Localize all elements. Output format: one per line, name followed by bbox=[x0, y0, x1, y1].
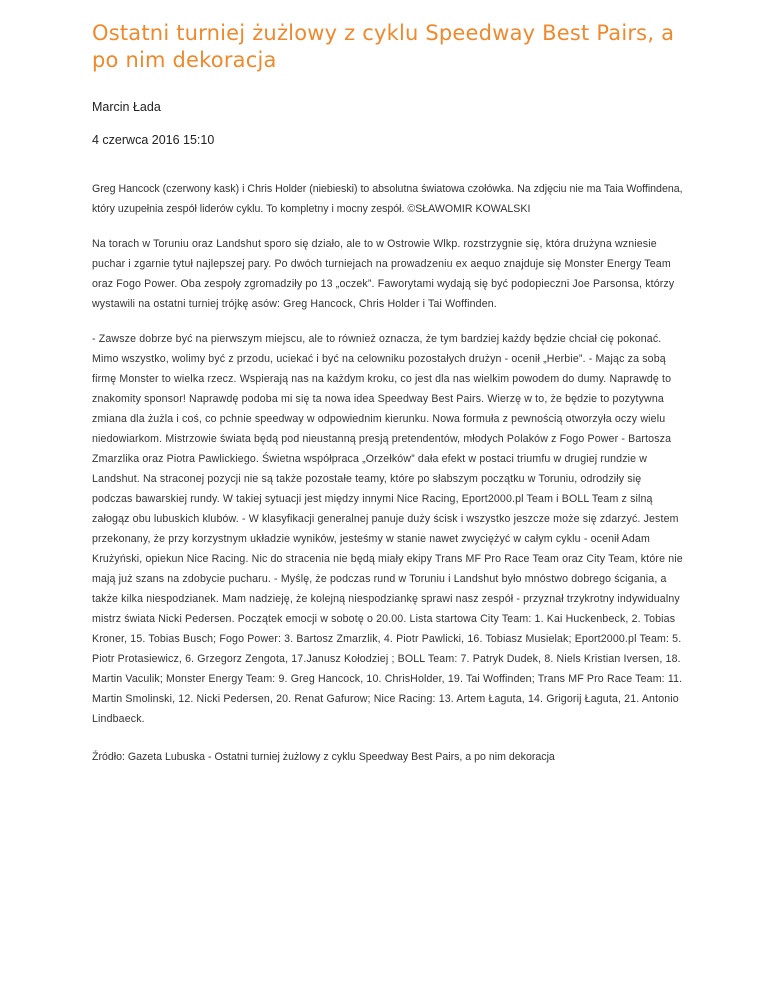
article-paragraph-1: Na torach w Toruniu oraz Landshut sporo się działo, ale to w Ostrowie Wlkp. rozstrzygnie się, która drużyna wzniesie puchar i zgarnie tytuł najlepszej pary. Po dwóch turniejach na prowadzeniu ex aequo znajduje się Monster Energy Team oraz Fogo Power. Oba zespoły zgromadziły po 13 „oczek”. Faworytami wydają się być podopieczni Joe Parsonsa, którzy wystawili na ostatni turniej trójkę asów: Greg Hancock, Chris Holder i Tai Woffinden. bbox=[92, 238, 675, 310]
article-source: Źródło: Gazeta Lubuska - Ostatni turniej żużlowy z cyklu Speedway Best Pairs, a po nim dekoracja bbox=[92, 751, 555, 763]
article-date: 4 czerwca 2016 15:10 bbox=[92, 133, 215, 147]
article bbox=[92, 20, 684, 767]
photo-caption: Greg Hancock (czerwony kask) i Chris Holder (niebieski) to absolutna światowa czołówka. Na zdjęciu nie ma Taia Woffindena, który uzupełnia zespół liderów cyklu. To kompletny i mocny zespół. ©SŁAWOMIR KOWALSKI bbox=[92, 183, 683, 215]
article-paragraph-2: - Zawsze dobrze być na pierwszym miejscu, ale to również oznacza, że tym bardziej każdy będzie chciał cię pokonać. Mimo wszystko, wolimy być z przodu, uciekać i być na celowniku pozostałych drużyn - ocenił „Herbie”. - Mając za sobą firmę Monster to wielka rzecz. Wspierają nas na każdym kroku, co jest dla nas wielkim powodem do dumy. Naprawdę to znakomity sponsor! Naprawdę podoba mi się ta nowa idea Speedway Best Pairs. Wierzę w to, że będzie to pozytywna zmiana dla żużla i coś, co pchnie speedway w odpowiednim kierunku. Nowa formuła z pewnością otworzyła oczy wielu niedowiarkom. Mistrzowie świata będą pod nieustanną presją pretendentów, młodych Polaków z Fogo Power - Bartosza Zmarzlika oraz Piotra Pawlickiego. Świetna współpraca „Orzełków” dała efekt w postaci triumfu w drugiej rundzie w Landshut. Na straconej pozycji nie są także pozostałe teamy, które po słabszym początku w Toruniu, odrodziły się podczas bawarskiej rundy. W takiej sytuacji jest między innymi Nice Racing, Eport2000.pl Team i BOLL Team z silną załogąz obu lubuskich klubów. - W klasyfikacji generalnej panuje duży ścisk i wszystko jeszcze może się zdarzyć. Jestem przekonany, że przy korzystnym układzie wyników, jesteśmy w stanie nawet zwyciężyć w całym cyklu - ocenił Adam Krużyński, opiekun Nice Racing. Nic do stracenia nie będą miały ekipy Trans MF Pro Race Team oraz City Team, które nie mają już szans na zdobycie pucharu. - Myślę, że podczas rund w Toruniu i Landshut było mnóstwo dobrego ścigania, a także kilka niespodzianek. Mam nadzieję, że kolejną niespodziankę sprawi nasz zespół - przyznał trzykrotny indywidualny mistrz świata Nicki Pedersen. Początek emocji w sobotę o 20.00. Lista startowa City Team: 1. Kai Huckenbeck, 2. Tobias Kroner, 15. Tobias Busch; Fogo Power: 3. Bartosz Zmarzlik, 4. Piotr Pawlicki, 16. Tobiasz Musielak; Eport2000.pl Team: 5. Piotr Protasiewicz, 6. Grzegorz Zengota, 17.Janusz Kołodziej ; BOLL Team: 7. Patryk Dudek, 8. Niels Kristian Iversen, 18. Martin Vaculik; Monster Energy Team: 9. Greg Hancock, 10. ChrisHolder, 19. Tai Woffinden; Trans MF Pro Race Team: 11. Martin Smolinski, 12. Nicki Pedersen, 20. Renat Gafurow; Nice Racing: 13. Artem Łaguta, 14. Grigorij Łaguta, 21. Antonio Lindbaeck. bbox=[92, 333, 683, 725]
article-title: Ostatni turniej żużlowy z cyklu Speedway Best Pairs, a po nim dekoracja bbox=[92, 21, 675, 72]
article-author: Marcin Łada bbox=[92, 100, 161, 114]
